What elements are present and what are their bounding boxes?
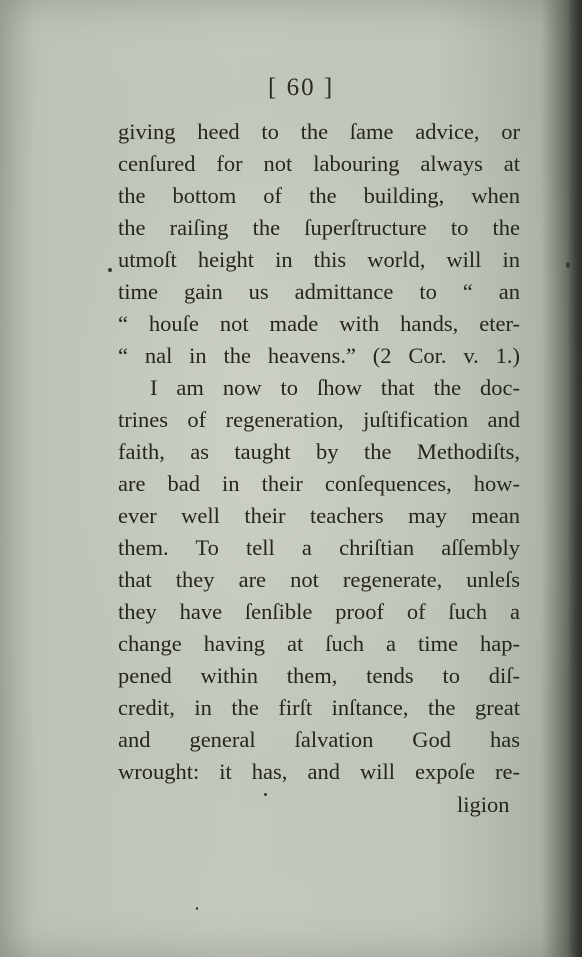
page-number-header: [ 60 ] <box>268 74 335 101</box>
paper-speck <box>264 793 267 796</box>
text-line: credit, in the firſt inſtance, the great <box>118 695 520 720</box>
text-line: wrought: it has, and will expoſe re- <box>118 759 520 784</box>
paper-speck <box>196 907 198 910</box>
text-line: ever well their teachers may mean <box>118 503 520 528</box>
text-line: faith, as taught by the Methodiſts, <box>118 439 520 464</box>
text-line: change having at ſuch a time hap- <box>118 631 520 656</box>
text-line: are bad in their conſequences, how- <box>118 471 520 496</box>
text-line: that they are not regenerate, unleſs <box>118 567 520 592</box>
catchword: ligion <box>457 792 510 817</box>
text-line: cenſured for not labouring always at <box>118 151 520 176</box>
text-line-paragraph-start: I am now to ſhow that the doc- <box>150 375 520 400</box>
text-line: and general ſalvation God has <box>118 727 520 752</box>
text-line: them. To tell a chriſtian aſſembly <box>118 535 520 560</box>
text-line: “ houſe not made with hands, eter- <box>118 311 520 336</box>
text-line: pened within them, tends to diſ- <box>118 663 520 688</box>
text-line: “ nal in the heavens.” (2 Cor. v. 1.) <box>118 343 520 368</box>
text-line: utmoſt height in this world, will in <box>118 247 520 272</box>
text-line: time gain us admittance to “ an <box>118 279 520 304</box>
text-line: the bottom of the building, when <box>118 183 520 208</box>
text-line: trines of regeneration, juſtification and <box>118 407 520 432</box>
paper-speck <box>108 268 112 272</box>
text-line: the raiſing the ſuperſtructure to the <box>118 215 520 240</box>
text-line: they have ſenſible proof of ſuch a <box>118 599 520 624</box>
paper-speck <box>566 262 570 268</box>
page-spine-shadow <box>568 0 582 957</box>
text-line: giving heed to the ſame advice, or <box>118 119 520 144</box>
body-text <box>118 116 520 788</box>
